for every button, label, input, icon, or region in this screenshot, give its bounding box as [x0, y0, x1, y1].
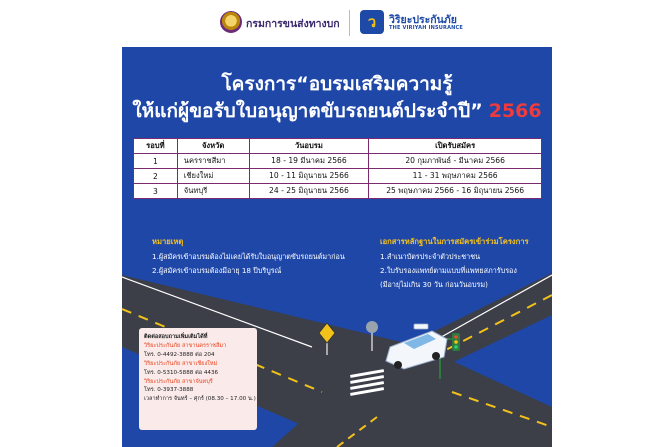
header-round: รอบที่: [134, 139, 178, 154]
dlt-seal-logo: [220, 11, 242, 33]
cell-training-date: 10 - 11 มิถุนายน 2566: [249, 169, 369, 184]
poster-title-year: 2566: [488, 100, 542, 122]
table-row: [134, 184, 542, 199]
table-row: [134, 154, 542, 169]
header-bar: [0, 0, 670, 47]
contact-branch-phone: โทร. 0-5310-5888 ต่อ 4436: [144, 369, 219, 376]
contact-box: [139, 328, 257, 430]
viriyah-logo-text: วิริยะประกันภัย: [389, 14, 457, 26]
contact-title: ติดต่อสอบถามเพิ่มเติมได้ที่: [144, 334, 208, 340]
schedule-table: [133, 138, 542, 199]
cell-registration: 11 - 31 พฤษภาคม 2566: [369, 169, 542, 184]
cell-province: เชียงใหม่: [177, 169, 249, 184]
document-item: 2.ใบรับรองแพทย์ตามแบบที่แพทยสภารับรอง: [380, 266, 517, 275]
cell-training-date: 24 - 25 มิถุนายน 2566: [249, 184, 369, 199]
poster-title-line1: โครงการ“อบรมเสริมความรู้: [221, 73, 453, 95]
cell-training-date: 18 - 19 มีนาคม 2566: [249, 154, 369, 169]
document-item: 1.สำเนาบัตรประจำตัวประชาชน: [380, 252, 481, 261]
table-row: [134, 169, 542, 184]
documents-title: เอกสารหลักฐานในการสมัครเข้าร่วมโครงการ: [380, 237, 529, 246]
cell-province: จันทบุรี: [177, 184, 249, 199]
poster-title-line2: [122, 96, 552, 126]
contact-branch-phone: โทร. 0-3937-3888: [144, 387, 194, 394]
cell-round: 3: [134, 184, 178, 199]
contact-branch-phone: โทร. 0-4492-3888 ต่อ 204: [144, 351, 215, 358]
header-training-date: วันอบรม: [249, 139, 369, 154]
note-item: 2.ผู้สมัครเข้าอบรมต้องมีอายุ 18 ปีบริบูรณ์: [152, 266, 282, 275]
viriyah-logo-mark: ว: [360, 10, 384, 34]
header-province: จังหวัด: [177, 139, 249, 154]
viriyah-logo-subtext: THE VIRIYAH INSURANCE: [389, 25, 464, 31]
poster-title-text: ให้แก่ผู้ขอรับใบอนุญาตขับรถยนต์ประจำปี”: [132, 100, 483, 122]
table-header-row: [134, 139, 542, 154]
cell-province: นครราชสีมา: [177, 154, 249, 169]
contact-hours: เวลาทำการ จันทร์ – ศุกร์ (08.30 – 17.00 น.): [144, 396, 256, 403]
poster: [122, 47, 552, 447]
notes-title: หมายเหตุ: [152, 237, 184, 246]
dlt-logo-text: กรมการขนส่งทางบก: [246, 18, 340, 30]
contact-branch-name: วิริยะประกันภัย สาขาเชียงใหม่: [144, 360, 218, 367]
logo-divider: [349, 10, 350, 36]
contact-branch-name: วิริยะประกันภัย สาขานครราชสีมา: [144, 342, 227, 349]
cell-round: 2: [134, 169, 178, 184]
cell-round: 1: [134, 154, 178, 169]
header-registration: เปิดรับสมัคร: [369, 139, 542, 154]
note-item: 1.ผู้สมัครเข้าอบรมต้องไม่เคยได้รับใบอนุญาตขับรถยนต์มาก่อน: [152, 252, 345, 261]
contact-branch-name: วิริยะประกันภัย สาขาจันทบุรี: [144, 378, 213, 385]
cell-registration: 25 พฤษภาคม 2566 - 16 มิถุนายน 2566: [369, 184, 542, 199]
cell-registration: 20 กุมภาพันธ์ - มีนาคม 2566: [369, 154, 542, 169]
document-item: (มีอายุไม่เกิน 30 วัน ก่อนวันอบรม): [380, 280, 488, 289]
